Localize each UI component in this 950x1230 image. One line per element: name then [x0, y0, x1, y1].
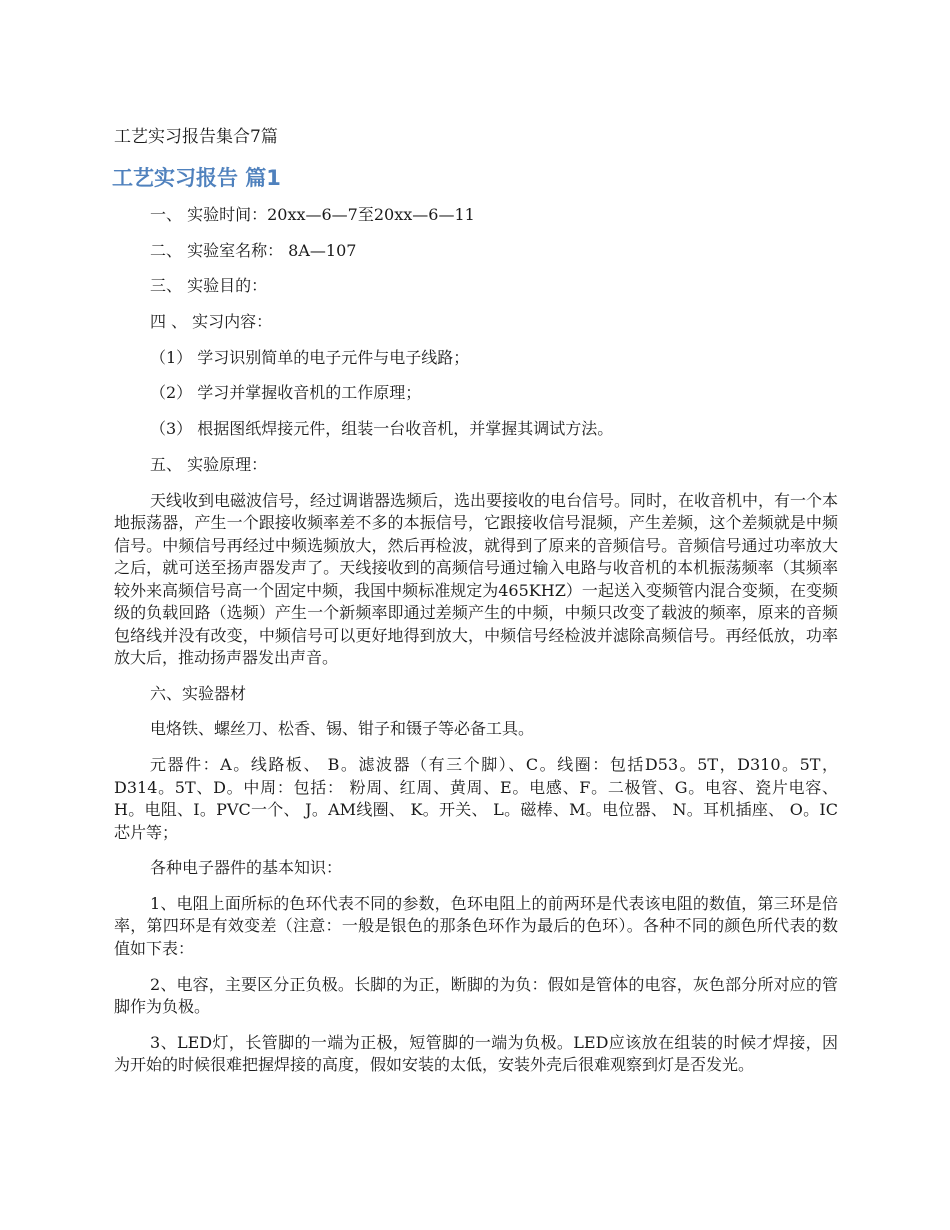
- document-body: [114, 204, 838, 1090]
- list-item-2: （2） 学习并掌握收音机的工作原理；: [150, 383, 422, 403]
- paragraph-principle-body: 天线收到电磁波信号，经过调谐器选频后，选出要接收的电台信号。同时，在收音机中，有一个本地振荡器，产生一个跟接收频率差不多的本振信号，它跟接收信号混频，产生差频，这个差频就是中频信号。中频信号再经过中频选频放大，然后再检波，就得到了原来的音频信号。音频信号通过功率放大之后，就可送至扬声器发声了。天线接收到的高频信号通过输入电路与收音机的本机振荡频率（其频率较外来高频信号高一个固定中频，我国中频标准规定为465KHZ）一起送入变频管内混合变频，在变频级的负载回路（选频）产生一个新频率即通过差频产生的中频，中频只改变了载波的频率，原来的音频包络线并没有改变，中频信号可以更好地得到放大，中频信号经检波并滤除高频信号。再经低放，功率放大后，推动扬声器发出声音。: [114, 490, 839, 667]
- paragraph-lab-name: 二、 实验室名称： 8A—107: [150, 240, 357, 260]
- list-item-1: （1） 学习识别简单的电子元件与电子线路；: [150, 347, 470, 367]
- paragraph-basics-heading: 各种电子器件的基本知识：: [150, 858, 343, 878]
- paragraph-resistor: 1、电阻上面所标的色环代表不同的参数，色环电阻上的前两环是代表该电阻的数值，第三环是倍率，第四环是有效变差（注意：一般是银色的那条色环作为最后的色环）。各种不同的颜色所代表的数值如下表：: [114, 893, 838, 958]
- paragraph-content-heading: 四 、 实习内容：: [150, 312, 273, 332]
- section-heading: 工艺实习报告 篇1: [112, 166, 281, 190]
- list-item-3: （3） 根据图纸焊接元件，组装一台收音机，并掌握其调试方法。: [150, 419, 614, 439]
- paragraph-principle-heading: 五、 实验原理：: [150, 454, 268, 474]
- paragraph-tools: 电烙铁、螺丝刀、松香、锡、钳子和镊子等必备工具。: [150, 719, 535, 739]
- document-title: 工艺实习报告集合7篇: [114, 127, 278, 147]
- paragraph-capacitor: 2、电容，主要区分正负极。长脚的为正，断脚的为负：假如是管体的电容，灰色部分所对应的管脚作为负极。: [114, 974, 838, 1017]
- paragraph-equipment-heading: 六、实验器材: [150, 683, 247, 703]
- paragraph-led: 3、LED灯，长管脚的一端为正极，短管脚的一端为负极。LED应该放在组装的时候才焊接，因为开始的时候很难把握焊接的高度，假如安装的太低，安装外壳后很难观察到灯是否发光。: [114, 1032, 838, 1075]
- paragraph-experiment-time: 一、 实验时间：20xx—6—7至20xx—6—11: [150, 205, 475, 224]
- paragraph-components: 元器件：A。线路板、 B。滤波器（有三个脚）、C。线圈：包括D53。5T，D310。5T，D314。5T、D。中周：包括： 粉周、红周、黄周、E。电感、F。二极管、G。电容、瓷片电容、 H。电阻、I。PVC一个、 J。AM线圈、 K。开关、 L。磁棒、M。电位器、 N。耳机插座、 O。IC芯片等；: [114, 755, 838, 842]
- paragraph-purpose: 三、 实验目的：: [150, 276, 268, 296]
